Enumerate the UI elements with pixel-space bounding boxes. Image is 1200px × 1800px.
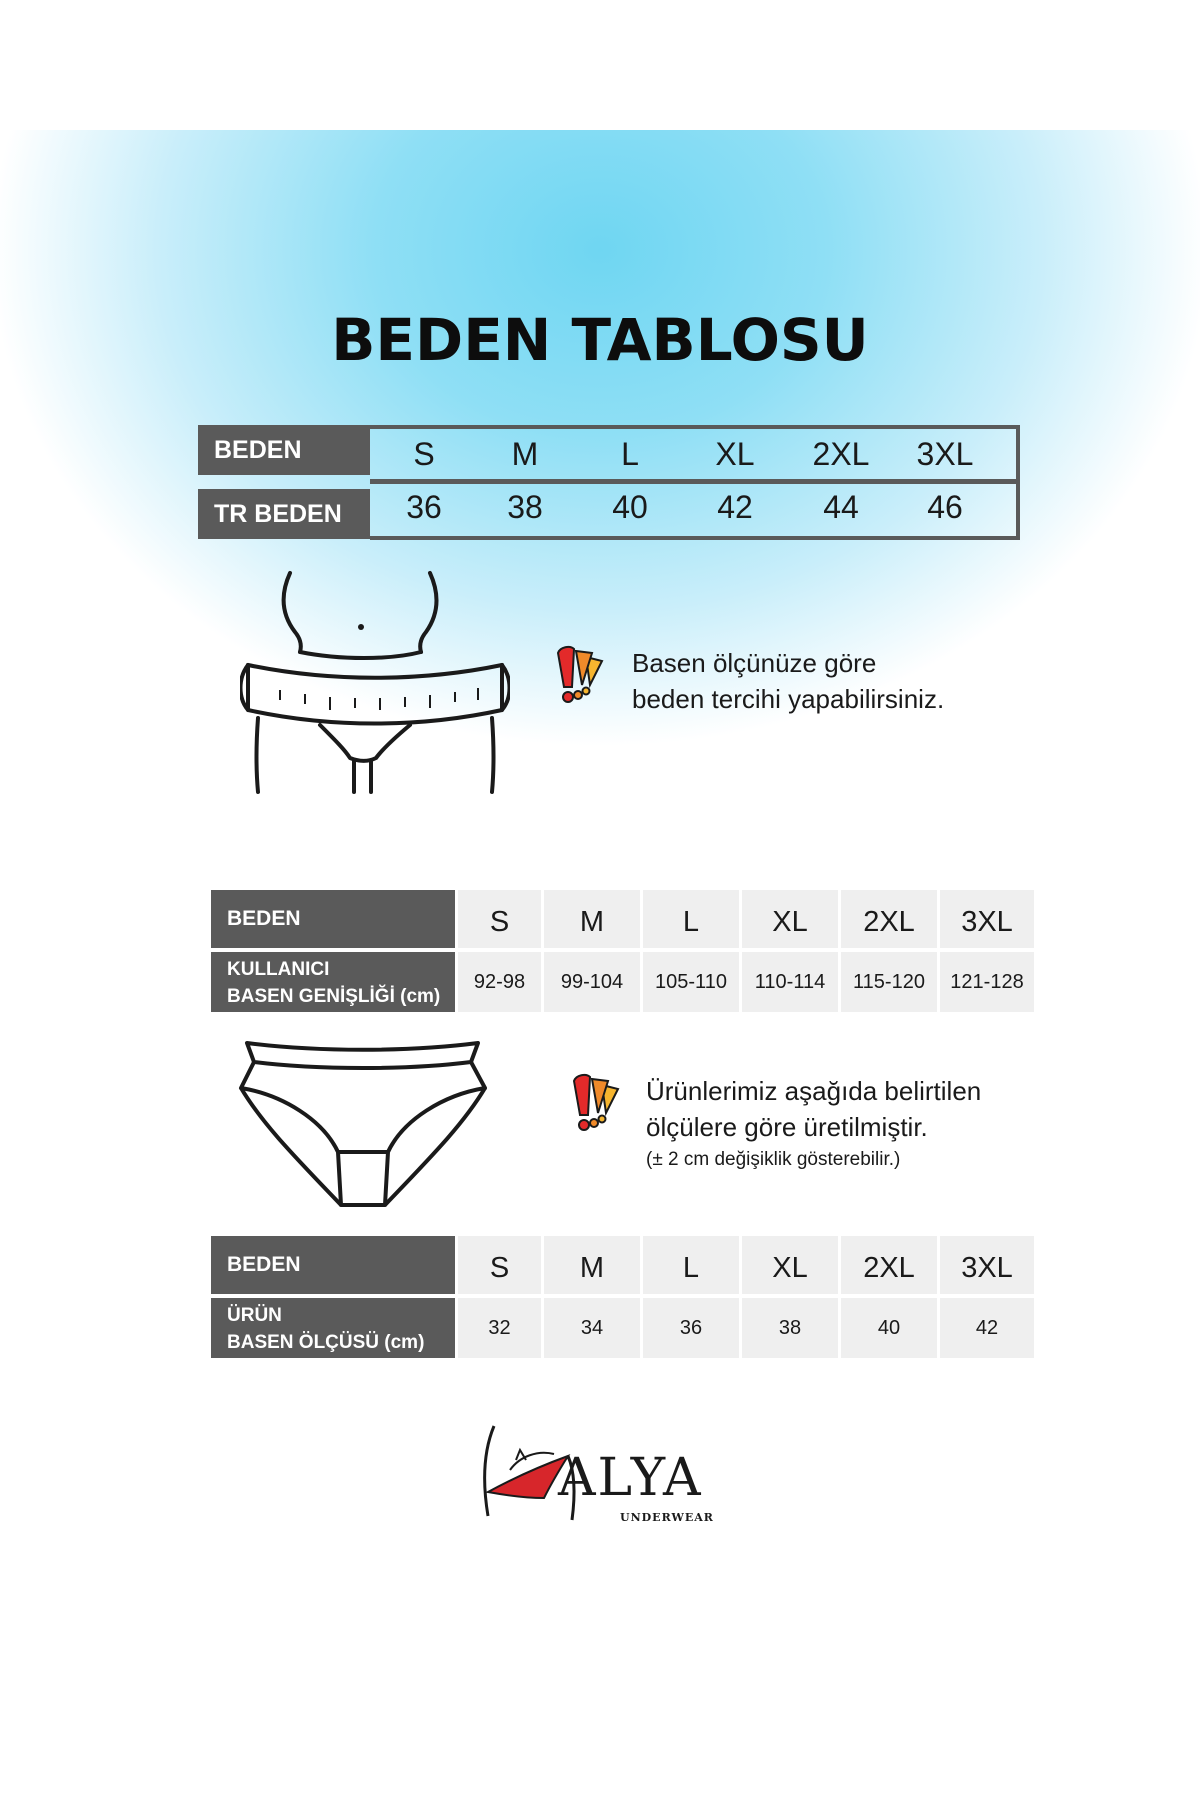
tr-size-cell: 46 [927,489,963,525]
value-cell: 36 [643,1298,739,1358]
logo-subtitle: UNDERWEAR [620,1511,714,1524]
underwear-illustration-icon [238,1040,488,1210]
user-hip-label [211,952,455,1012]
user-hip-table [211,890,1034,1014]
size-header: M [544,890,640,948]
value-cell: 42 [940,1298,1034,1358]
product-note-line3: (± 2 cm değişiklik gösterebilir.) [646,1149,901,1170]
value-cell: 115-120 [841,952,937,1012]
product-hip-table [211,1236,1034,1360]
value-cell: 32 [458,1298,541,1358]
user-hip-label-line2: BASEN GENİŞLİĞİ (cm) [227,986,441,1007]
logo-wordmark: ALYA [558,1448,703,1508]
product-hip-label [211,1298,455,1358]
user-hip-label-line1: KULLANICI [227,959,330,980]
tr-size-cell: 44 [823,489,859,525]
product-note [646,1073,981,1175]
value-cell: 34 [544,1298,640,1358]
exclamation-icon [556,645,608,707]
size-cell: S [413,436,435,472]
page-title: BEDEN TABLOSU [331,306,869,374]
beden-header-label: BEDEN [211,890,455,948]
size-header: 2XL [841,1236,937,1294]
size-cell: 2XL [812,436,870,472]
hip-measure-illustration-icon [240,570,510,795]
size-header: S [458,890,541,948]
value-cell: 92-98 [458,952,541,1012]
size-cell: M [511,436,539,472]
hip-note-line2: beden tercihi yapabilirsiniz. [632,684,945,714]
size-header: S [458,1236,541,1294]
product-hip-label-line2: BASEN ÖLÇÜSÜ (cm) [227,1332,425,1353]
value-cell: 121-128 [940,952,1034,1012]
product-note-line1: Ürünlerimiz aşağıda belirtilen [646,1076,982,1106]
product-note-line2: ölçülere göre üretilmiştir. [646,1112,928,1142]
size-header: 3XL [940,890,1034,948]
size-header: L [643,1236,739,1294]
tr-size-cell: 40 [612,489,648,525]
size-header: M [544,1236,640,1294]
hip-note-line1: Basen ölçünüze göre [632,648,877,678]
beden-header-label: BEDEN [211,1236,455,1294]
size-cell: L [621,436,639,472]
tr-beden-label: TR BEDEN [198,489,370,539]
size-table-divider [370,479,1020,484]
tr-size-cell: 36 [406,489,442,525]
hip-note [632,645,944,717]
exclamation-icon [572,1073,624,1135]
tr-size-cell: 38 [507,489,543,525]
value-cell: 38 [742,1298,838,1358]
size-cell: 3XL [916,436,974,472]
value-cell: 40 [841,1298,937,1358]
value-cell: 110-114 [742,952,838,1012]
value-cell: 99-104 [544,952,640,1012]
size-cell: XL [715,436,755,472]
size-header: XL [742,1236,838,1294]
size-header: L [643,890,739,948]
size-header: XL [742,890,838,948]
size-conversion-table [198,425,1022,542]
brand-logo [480,1420,730,1530]
beden-label: BEDEN [198,425,370,475]
size-header: 3XL [940,1236,1034,1294]
product-hip-label-line1: ÜRÜN [227,1305,282,1326]
value-cell: 105-110 [643,952,739,1012]
size-header: 2XL [841,890,937,948]
tr-size-cell: 42 [717,489,753,525]
